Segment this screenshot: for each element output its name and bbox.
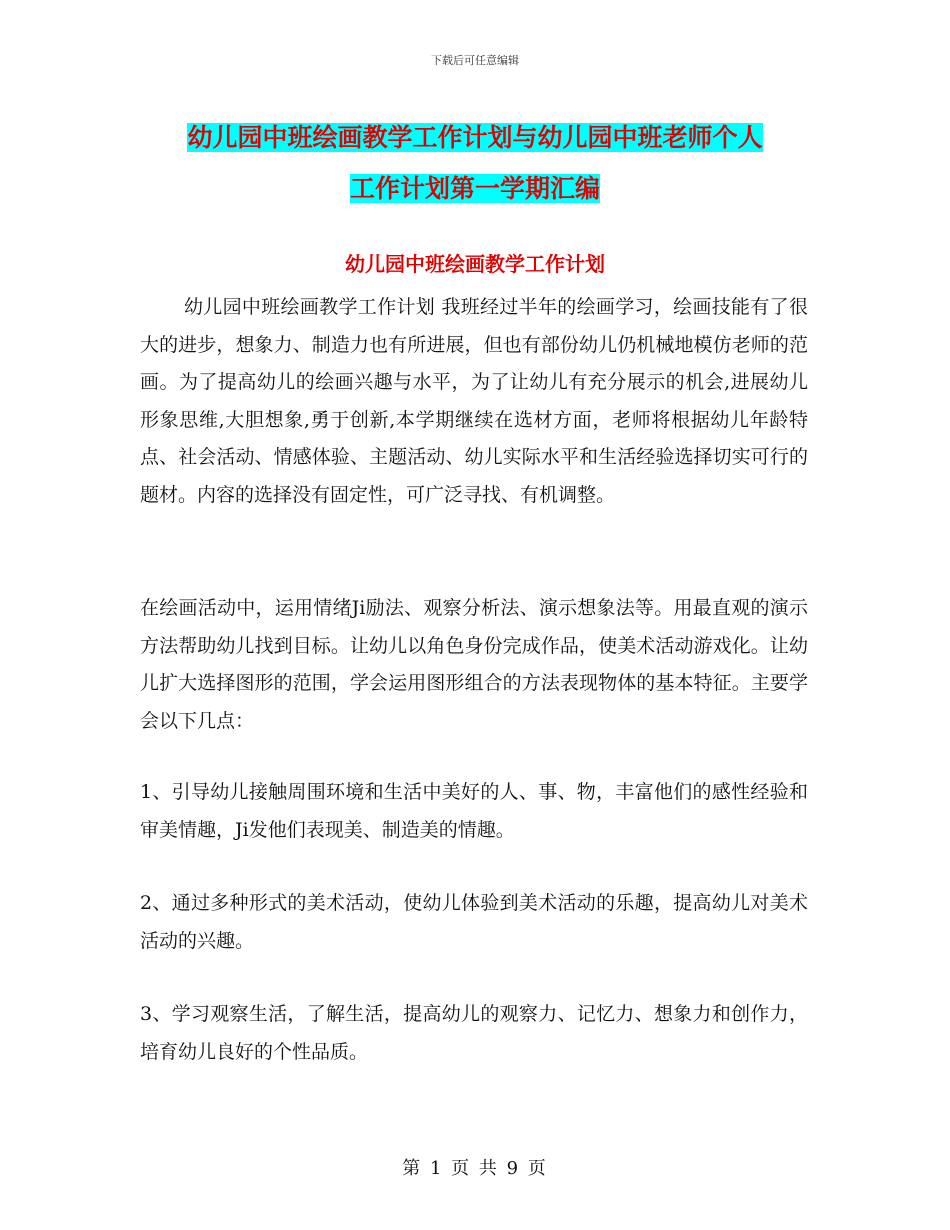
paragraph-intro: 幼儿园中班绘画教学工作计划 我班经过半年的绘画学习，绘画技能有了很大的进步，想象力、制造力也有所进展，但也有部份幼儿仍机械地模仿老师的范画。为了提高幼儿的绘画兴趣与水平，为了让幼儿有充分展示的机会,进展幼儿形象思维,大胆想象,勇于创新,本学期继续在选材方面，老师将根据幼儿年龄特点、社会活动、情感体验、主题活动、幼儿实际水平和生活经验选择切实可行的题材。内容的选择没有固定性，可广泛寻找、有机调整。 <box>140 296 808 506</box>
section-title: 幼儿园中班绘画教学工作计划 <box>345 252 605 276</box>
document-title-line-1: 幼儿园中班绘画教学工作计划与幼儿园中班老师个人 <box>187 123 763 152</box>
list-item-goal-3: 3、学习观察生活，了解生活，提高幼儿的观察力、记忆力、想象力和创作力，培育幼儿良好的个性品质。 <box>140 1003 808 1063</box>
list-item-goal-1: 1、引导幼儿接触周围环境和生活中美好的人、事、物，丰富他们的感性经验和审美情趣，Ji发他们表现美、制造美的情趣。 <box>140 781 808 841</box>
header-note: 下载后可任意编辑 <box>431 54 519 67</box>
page-footer: 第 1 页 共 9 页 <box>402 1158 548 1179</box>
document-title <box>140 112 810 214</box>
paragraph-methods: 在绘画活动中，运用情绪Ji励法、观察分析法、演示想象法等。用最直观的演示方法帮助幼儿找到目标。让幼儿以角色身份完成作品，使美术活动游戏化。让幼儿扩大选择图形的范围，学会运用图形组合的方法表现物体的基本特征。主要学会以下几点： <box>140 597 808 732</box>
document-title-line-2: 工作计划第一学期汇编 <box>349 174 600 203</box>
list-item-goal-2: 2、通过多种形式的美术活动，使幼儿体验到美术活动的乐趣，提高幼儿对美术活动的兴趣。 <box>140 892 808 952</box>
